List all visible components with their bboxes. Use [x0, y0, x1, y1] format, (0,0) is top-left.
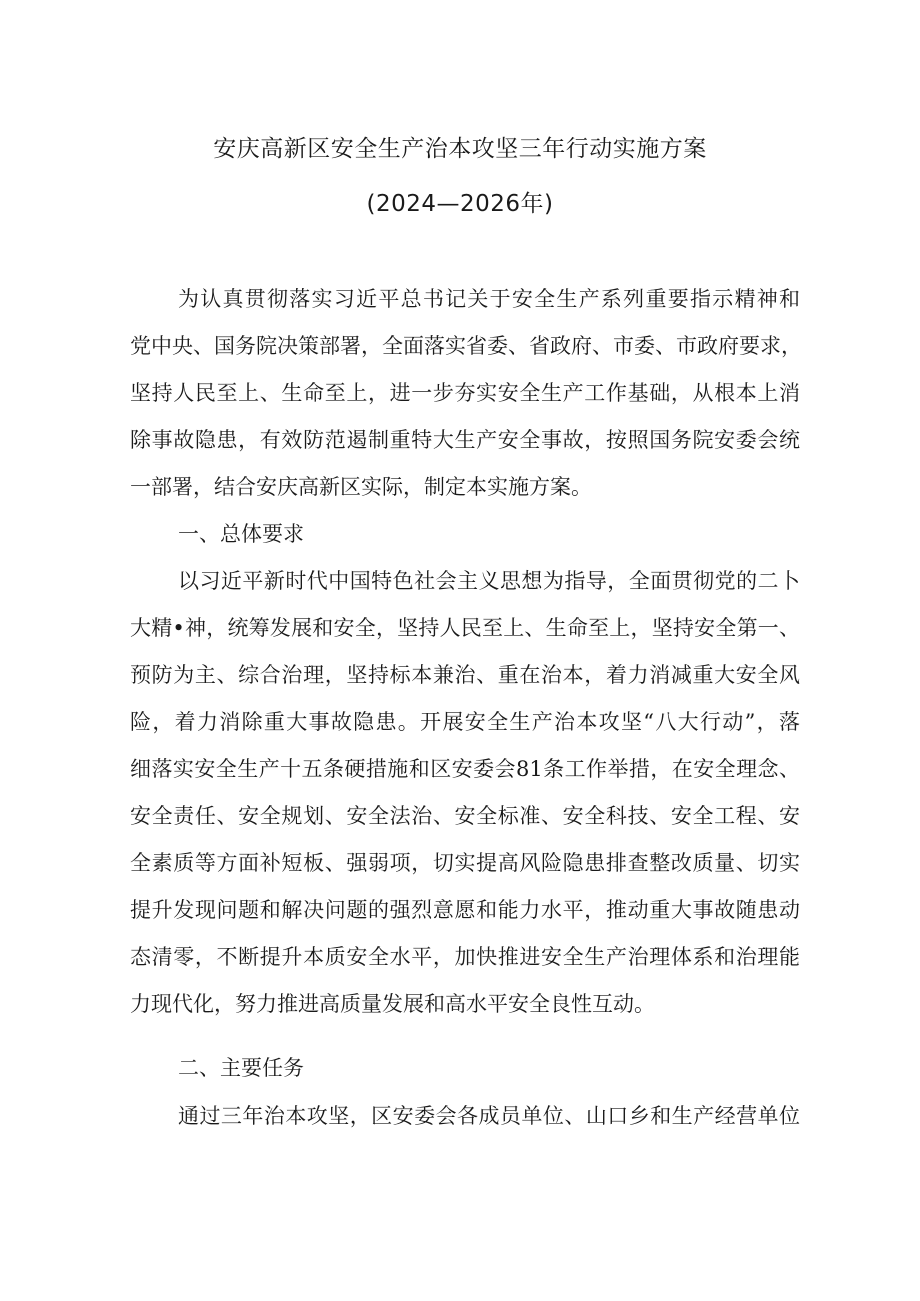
paragraph-line: 态清零，不断提升本质安全水平，加快推进安全生产治理体系和治理能 [130, 945, 800, 969]
paragraph-line: 提升发现问题和解决问题的强烈意愿和能力水平，推动重大事故随患动 [130, 898, 800, 922]
section-heading: 一、总体要求 [178, 522, 304, 546]
document-title: 安庆高新区安全生产治本攻坚三年行动实施方案 [213, 136, 707, 162]
paragraph-line: 为认真贯彻落实习近平总书记关于安全生产系列重要指示精神和 [178, 287, 800, 311]
paragraph-line: 预防为主、综合治理，坚持标本兼治、重在治本，着力消减重大安全风 [130, 663, 800, 687]
paragraph-line: 大精•神，统筹发展和安全，坚持人民至上、生命至上，坚持安全第一、 [130, 616, 800, 640]
paragraph-line: 一部署，结合安庆高新区实际，制定本实施方案。 [130, 475, 592, 499]
paragraph-line: 险，着力消除重大事故隐患。开展安全生产治本攻坚“八大行动”，落 [130, 710, 800, 734]
paragraph-line: 党中央、国务院决策部署，全面落实省委、省政府、市委、市政府要求， [130, 334, 802, 358]
paragraph-line: 力现代化，努力推进高质量发展和高水平安全良性互动。 [130, 992, 655, 1016]
paragraph-line: 除事故隐患，有效防范遏制重特大生产安全事故，按照国务院安委会统 [130, 428, 800, 452]
paragraph-line: 全素质等方面补短板、强弱项，切实提高风险隐患排查整改质量、切实 [130, 851, 800, 875]
section-heading: 二、主要任务 [178, 1056, 304, 1080]
document-subtitle: (2024—2026年) [366, 191, 554, 217]
paragraph-line: 安全责任、安全规划、安全法治、安全标准、安全科技、安全工程、安 [130, 804, 800, 828]
paragraph-line: 坚持人民至上、生命至上，进一步夯实安全生产工作基础，从根本上消 [130, 381, 800, 405]
paragraph-line: 细落实安全生产十五条硬措施和区安委会81条工作举措，在安全理念、 [130, 757, 800, 781]
paragraph-line: 通过三年治本攻坚，区安委会各成员单位、山口乡和生产经营单位 [178, 1104, 800, 1128]
paragraph-line: 以习近平新时代中国特色社会主义思想为指导，全面贯彻党的二卜 [178, 569, 800, 593]
